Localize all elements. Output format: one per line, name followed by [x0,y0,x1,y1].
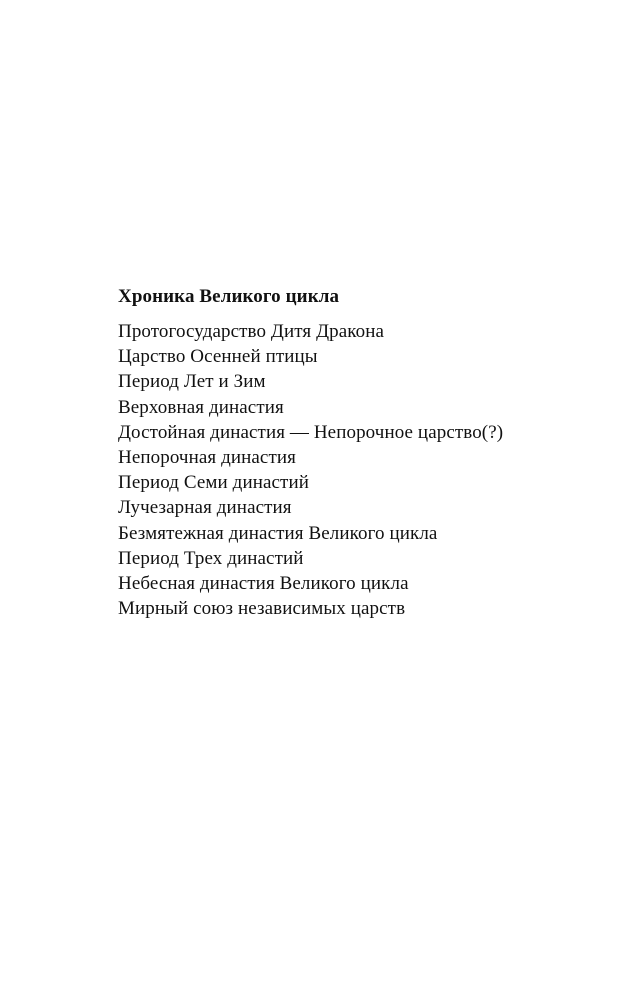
era-item: Лучезарная династия [118,497,292,519]
chronicle-section [118,284,588,621]
era-item: Достойная династия — Непорочное царство(?) [118,421,504,443]
era-item: Небесная династия Великого цикла [118,573,409,595]
era-item: Мирный союз независимых царств [118,598,406,620]
era-item: Безмятежная династия Великого цикла [118,522,438,544]
era-item: Период Трех династий [118,547,304,569]
era-item: Период Лет и Зим [118,371,266,393]
era-item: Период Семи династий [118,472,309,494]
era-item: Верховная династия [118,396,284,418]
era-item: Непорочная династия [118,447,296,469]
chronicle-title: Хроника Великого цикла [118,286,340,307]
era-list [118,319,588,621]
era-item: Царство Осенней птицы [118,346,318,368]
era-item: Протогосударство Дитя Дракона [118,321,385,342]
